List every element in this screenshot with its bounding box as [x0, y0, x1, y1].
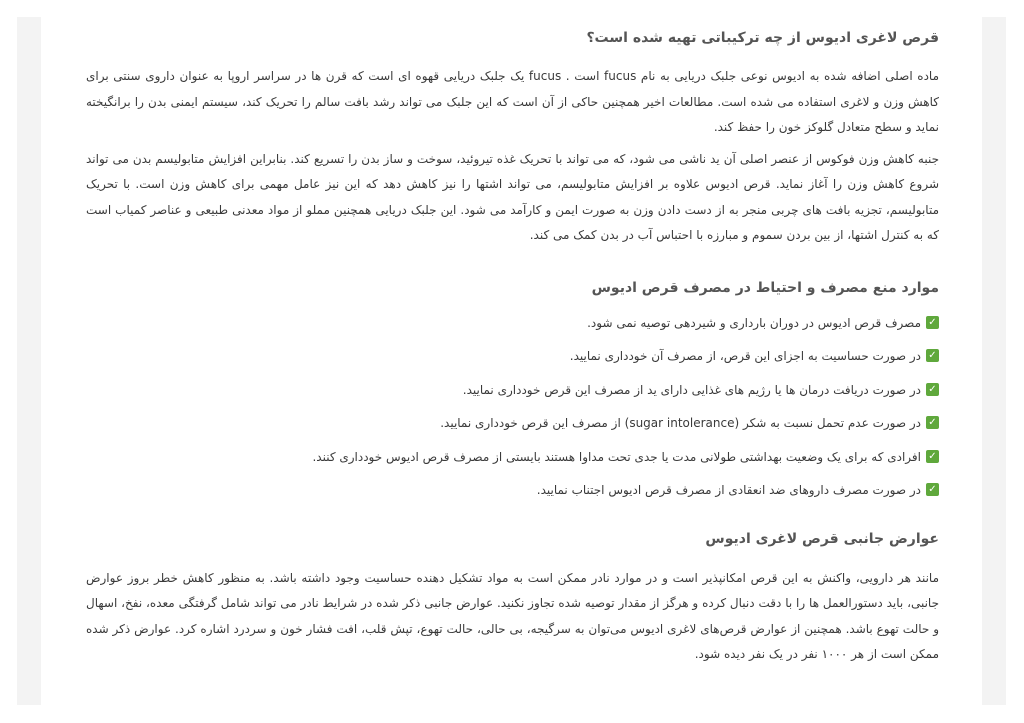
checkmark-icon: ✓ [926, 416, 939, 429]
list-item-text: مصرف قرص ادیوس در دوران بارداری و شیردهی توصیه نمی شود. [587, 315, 921, 330]
paragraph-ingredients-1: ماده اصلی اضافه شده به ادیوس نوعی جلبک دریایی به نام fucus است . fucus یک جلبک دریایی قهوه ای است که قرن ها در سراسر اروپا به عنوان داروی سنتی برای کاهش وزن و لاغری استفاده می شده است. مطالعات اخیر همچنین حاکی از آن است که این جلبک می تواند رشد بافت سالم را تحریک کند، سیستم ایمنی بدن را برانگیخته نماید و سطح متعادل گلوکز خون را حفظ کند. [86, 69, 939, 134]
list-item-text: افرادی که برای یک وضعیت بهداشتی طولانی مدت یا جدی تحت مداوا هستند بایستی از مصرف قرص ادیوس خودداری کنند. [312, 449, 921, 464]
section-title-contraindications: موارد منع مصرف و احتیاط در مصرف قرص ادیوس [591, 279, 939, 296]
list-item-text: در صورت مصرف داروهای ضد انعقادی از مصرف قرص ادیوس اجتناب نمایید. [536, 483, 921, 497]
checkmark-icon: ✓ [926, 383, 939, 396]
list-item [86, 378, 939, 412]
list-item-text: در صورت دریافت درمان ها یا رژیم های غذایی دارای ید از مصرف این قرص خودداری نمایید. [462, 382, 921, 397]
list-item [86, 445, 939, 479]
checkmark-icon: ✓ [926, 316, 939, 329]
list-item-text: در صورت عدم تحمل نسبت به شکر (sugar intolerance) از مصرف این قرص خودداری نمایید. [440, 416, 921, 430]
list-item [86, 411, 939, 445]
paragraph-side-effects: مانند هر دارویی، واکنش به این قرص امکانپذیر است و در موارد نادر ممکن است به مواد تشکیل دهنده حساسیت وجود داشته باشد. به منظور کاهش خطر بروز عوارض جانبی، باید دستورالعمل ها را با دقت دنبال کرده و هرگز از مقدار توصیه شده تجاوز نکنید. عوارض جانبی ذکر شده در شرایط نادر می تواند شامل گرفتگی معده، نفخ، اسهال و حالت تهوع باشد. همچنین از عوارض قرص‌های لاغری ادیوس می‌توان به سرگیجه، بی حالی، حالت تهوع، تپش قلب، افت فشار خون و سردرد اشاره کرد. عوارض ذکر شده ممکن است از هر ۱۰۰۰ نفر در یک نفر دیده شود. [86, 570, 939, 661]
list-item [86, 478, 939, 512]
checkmark-icon: ✓ [926, 483, 939, 496]
list-item [86, 311, 939, 345]
section-title-ingredients: قرص لاغری ادیوس از چه ترکیباتی تهیه شده است؟ [586, 30, 939, 46]
left-gutter [17, 17, 41, 705]
list-item [86, 344, 939, 378]
article-body [86, 17, 939, 705]
list-item-text: در صورت حساسیت به اجزای این قرص، از مصرف آن خودداری نمایید. [569, 349, 921, 363]
paragraph-ingredients-2: جنبه کاهش وزن فوکوس از عنصر اصلی آن ید ناشی می شود، که می تواند با تحریک غذه تیروئید، سوخت و ساز بدن را تسریع کند. بنابراین افزایش متابولیسم بدن می تواند شروع کاهش وزن را آغاز نماید. قرص ادیوس علاوه بر افزایش متابولیسم، می تواند اشتها را نیز کاهش دهد که این نیز عامل مهمی برای کاهش وزن است. با تحریک متابولیسم، تجزیه بافت های چربی منجر به از دست دادن وزن به صورت ایمن و کارآمد می شود. این جلبک دریایی همچنین مملو از مواد معدنی طبیعی و عناصر کمیاب است که به کنترل اشتها، از بین بردن سموم و مبارزه با احتباس آب در بدن کمک می کند. [86, 151, 939, 242]
contraindications-list [86, 311, 939, 512]
section-title-side-effects: عوارض جانبی قرص لاغری ادیوس [705, 530, 939, 547]
checkmark-icon: ✓ [926, 450, 939, 463]
checkmark-icon: ✓ [926, 349, 939, 362]
right-gutter [982, 17, 1006, 705]
